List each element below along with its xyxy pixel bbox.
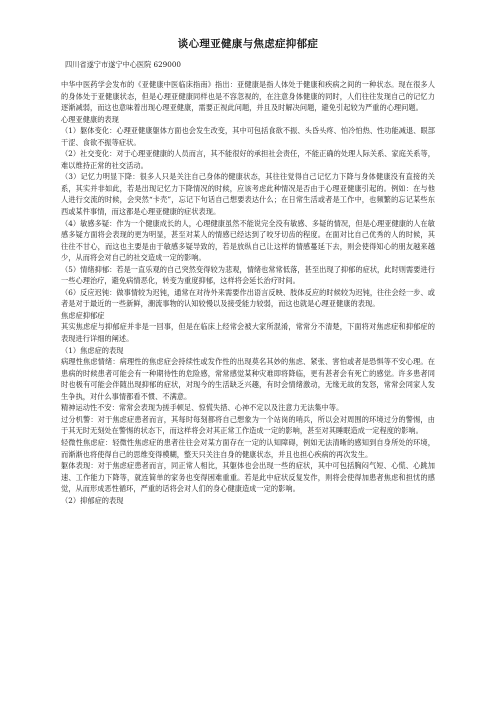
paragraph: 精神运动性不安：常常会表现为搓手顿足、惊慌失措、心神不定以及注意力无法集中等。	[61, 403, 344, 413]
paragraph: 中华中医药学会发布的《亚健康中医临床指南》指出：亚健康是指人体处于健康和疾病之间的一种状态。现在很多人的身体处于亚健康状态，但是心理亚健康同样也是不容忽视的，在注意身体健康的同时，人们往往发现自己的记忆力逐渐减弱，而这也意味着出现心理亚健康，需要正视此问题，并且及时解决问题，避免引起较为严重的心理问题。	[61, 80, 435, 113]
paragraph: （3）记忆力明显下降：很多人只是关注自己身体的健康状态，其往往觉得自己记忆力下降与身体健康没有直接的关系，其实并非如此，若是出现记忆力下降情况的时候，应该考虑此种情况是否由于心理亚健康引起的。例如：在与他人进行交流的时候，会突然“卡壳”，忘记下句话自己想要表达什么；在日常生活或者是工作中，也频繁的忘记某些东西或某件事情，而这都是心理亚健康的症状表现。	[61, 172, 435, 217]
paragraph: （1）躯体变化：心理亚健康躯体方面也会发生改变，其中可包括食欲不振、头昏头疼、怕冷怕热、性功能减退、眼部干涩、食欲不振等症状。	[61, 126, 435, 147]
section-heading: 焦虑症抑郁症	[61, 310, 105, 320]
paragraph: 轻微性焦虑症：轻微性焦虑症的患者往往会对某方面存在一定的认知障碍，例如无法清晰的感知到自身所处的环境，而渐渐也将使得自己的思维变得模糊，整天只关注自身的健康状态，并且也担心疾病的再次发生。	[61, 437, 435, 459]
paragraph: （5）情绪抑郁：若是一直乐观的自己突然变得较为悲观，情绪也常常低落，甚至出现了抑郁的症状，此时则需要进行一些心理治疗，避免病情恶化，转变为重度抑郁，这样将会延长治疗时间。	[61, 264, 435, 286]
paragraph: （6）反应迟钝：做事情较为迟钝，通常在对待外来需要作出语言反映、肢体反应的时候较为迟钝，往往会经一步、或者是对于最近的一些新鲜，潮流事物的认知较慢以及接受能力较弱，而这也就是心理亚健康的表现。	[61, 287, 435, 309]
paragraph: 过分机警：对于焦虑症患者而言，其每时每刻都将自己想象为一个站岗的哨兵，所以会对周围的环境过分的警惕，由于其无时无刻处在警惕的状态下，而这样将会对其正常工作造成一定的影响，甚至对其睡眠造成一定程度的影响。	[61, 414, 435, 436]
paragraph: （4）敏感多疑：作为一个健康成长的人，心理健康虽然不能说完全没有敏感、多疑的情况，但是心理亚健康的人在敏感多疑方面将会表现的更为明显，甚至对某人的情感已经达到了咬牙切齿的程度。在面对比自己优秀的人的时候，其往往不甘心，而这也主要是由于敏感多疑导致的，若是放纵自己让这样的情感蔓延下去，则会使得知心的朋友越来越少，从而将会对自己的社交造成一定的影响。	[61, 218, 435, 263]
document-body	[61, 79, 435, 506]
document-title: 谈心理亚健康与焦虑症抑郁症	[177, 38, 319, 50]
section-heading: 心理亚健康的表现	[61, 114, 119, 124]
subsection-heading: （1）焦虑症的表现	[61, 345, 124, 355]
paragraph: 病理性焦虑情绪：病理性的焦虑症会持续性或发作性的出现莫名其妙的焦虑、紧张、害怕或者是恐惧等不安心理。在患病的时候患者可能会有一种期待性的危险感，常常感觉某种灾难即将降临，更有甚者会有死亡的感觉。许多患者同时也极有可能会伴随出现抑郁的症状，对现今的生活缺乏兴趣，有时会情绪激动，无缘无故的发怒，常常会同家人发生争执，对什么事情都看不惯、不满意。	[61, 357, 435, 401]
paragraph: 躯体表现：对于焦虑症患者而言，同正常人相比，其躯体也会出现一些的症状，其中可包括胸闷气短、心慌、心跳加速、工作能力下降等，就连简单的家务也变得困难重重。若是此中症状反复发作，则将会使得加患者焦虑和担忧的感觉，从而形成恶性循环，严重的话将会对人们的身心健康造成一定的影响。	[61, 461, 435, 494]
author-affiliation: 四川省遂宁市遂宁中心医院 629000	[65, 60, 181, 69]
paragraph: 其实焦虑症与抑郁症并非是一回事，但是在临床上经常会被大家所混淆，常常分不清楚，下面将对焦虑症和抑郁症的表现进行详细的阐述。	[61, 322, 435, 344]
paragraph: （2）社交变化：对于心理亚健康的人员而言，其不能很好的承担社会责任，不能正确的处理人际关系、家庭关系等，难以维持正常的社交活动。	[61, 149, 435, 170]
subsection-heading: （2）抑郁症的表现	[61, 495, 124, 505]
